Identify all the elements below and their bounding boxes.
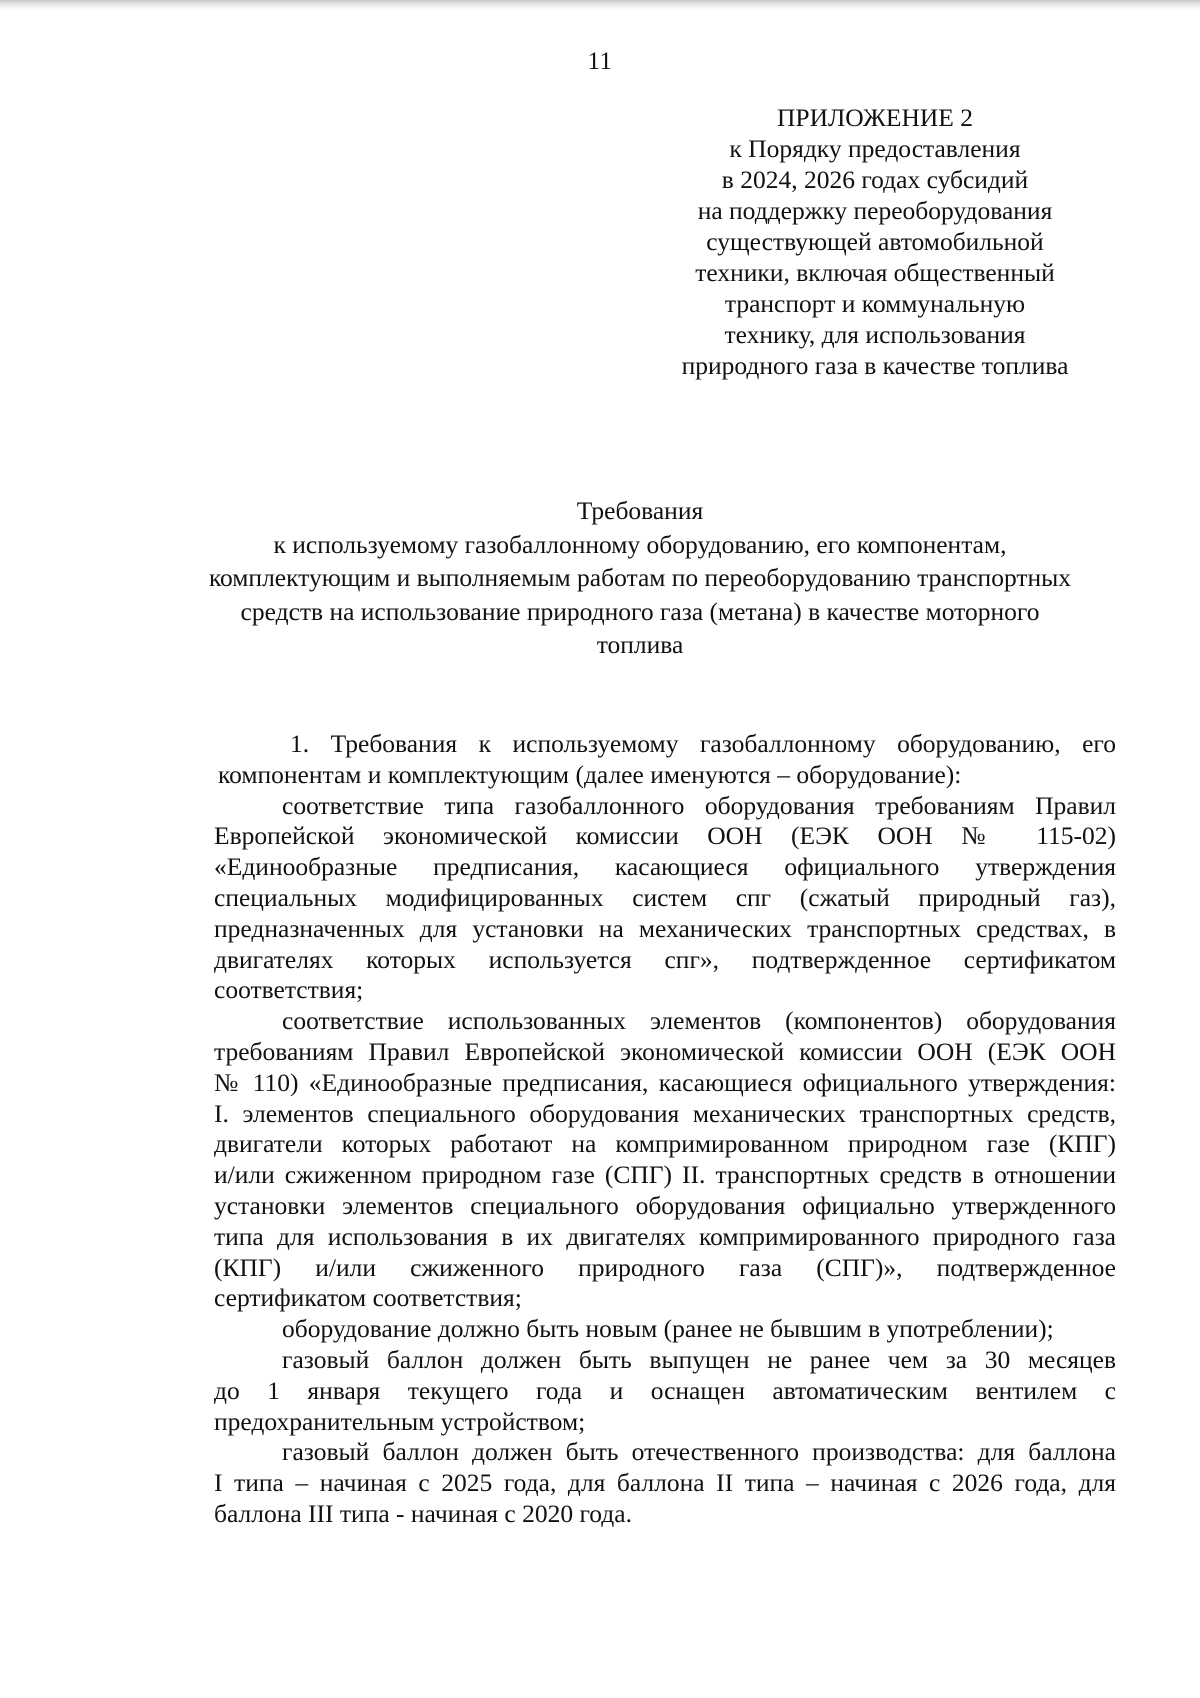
- text-line: и/или сжиженном природном газе (СПГ) II. транспортных средств в отношении: [214, 1160, 1116, 1190]
- appendix-line: техники, включая общественный: [695, 258, 1055, 287]
- text-line: сертификатом соответствия;: [214, 1283, 522, 1313]
- text-line: двигателях которых используется спг», подтвержденное сертификатом: [214, 944, 1116, 974]
- text-line: I. элементов специального оборудования механических транспортных средств,: [214, 1098, 1116, 1128]
- title-line: к используемому газобаллонному оборудованию, его компонентам,: [273, 529, 1007, 559]
- appendix-line: на поддержку переоборудования: [697, 196, 1053, 225]
- text-line: двигатели которых работают на компримированном природном газе (КПГ): [214, 1129, 1116, 1159]
- text-line: 1. Требования к используемому газобаллонному оборудованию, его: [290, 729, 1116, 758]
- text-line: предохранительным устройством;: [214, 1406, 586, 1436]
- paragraph-cylinder-age: [146, 1345, 1116, 1437]
- scan-top-edge: [0, 0, 1200, 10]
- text-line: газовый баллон должен быть отечественного производства: для баллона: [282, 1437, 1116, 1467]
- text-line: «Единообразные предписания, касающиеся официального утверждения: [214, 852, 1116, 882]
- text-line: оборудование должно быть новым (ранее не бывшим в употреблении);: [282, 1314, 1054, 1344]
- paragraph-requirements-intro: [146, 729, 1116, 791]
- text-line: соответствие типа газобаллонного оборудования требованиям Правил: [282, 790, 1116, 820]
- page-number: 11: [587, 48, 613, 75]
- text-line: типа для использования в их двигателях компримированного природного газа: [214, 1221, 1116, 1251]
- text-line: требованиям Правил Европейской экономической комиссии ООН (ЕЭК ООН: [214, 1036, 1116, 1066]
- appendix-line: транспорт и коммунальную: [724, 289, 1026, 318]
- text-line: № 110) «Единообразные предписания, касающиеся официального утверждения:: [214, 1067, 1116, 1097]
- text-line: установки элементов специального оборудования официально утвержденного: [214, 1190, 1116, 1220]
- appendix-line: в 2024, 2026 годах субсидий: [721, 165, 1029, 194]
- document-body: [146, 729, 1116, 1530]
- appendix-line: технику, для использования: [724, 320, 1026, 349]
- paragraph-type-conformity: [146, 791, 1116, 1007]
- text-line: Европейской экономической комиссии ООН (ЕЭК ООН № 115-02): [214, 821, 1116, 851]
- text-line: газовый баллон должен быть выпущен не ранее чем за 30 месяцев: [282, 1344, 1116, 1374]
- text-line: предназначенных для установки на механических транспортных средствах, в: [214, 913, 1116, 943]
- title-line: топлива: [596, 630, 684, 659]
- appendix-line: к Порядку предоставления: [729, 134, 1021, 163]
- appendix-line: природного газа в качестве топлива: [681, 351, 1069, 380]
- paragraph-cylinder-origin: [146, 1437, 1116, 1529]
- paragraph-component-conformity: [146, 1006, 1116, 1314]
- text-line: соответствия;: [214, 975, 364, 1005]
- title-line: средств на использование природного газа (метана) в качестве моторного: [240, 596, 1040, 626]
- document-title: [120, 494, 1160, 662]
- text-line: I типа – начиная с 2025 года, для баллона II типа – начиная с 2026 года, для: [214, 1468, 1116, 1498]
- text-line: компонентам и комплектующим (далее именуются – оборудование):: [218, 759, 962, 789]
- appendix-title: ПРИЛОЖЕНИЕ 2: [776, 103, 974, 132]
- appendix-header: [640, 102, 1110, 381]
- title-heading: Требования: [576, 496, 704, 525]
- text-line: специальных модифицированных систем спг (сжатый природный газ),: [214, 882, 1116, 912]
- text-line: до 1 января текущего года и оснащен автоматическим вентилем с: [214, 1375, 1116, 1405]
- paragraph-new-equipment: [146, 1314, 1116, 1345]
- title-line: комплектующим и выполняемым работам по переоборудованию транспортных: [208, 563, 1072, 592]
- text-line: соответствие использованных элементов (компонентов) оборудования: [282, 1006, 1116, 1036]
- text-line: (КПГ) и/или сжиженного природного газа (СПГ)», подтвержденное: [214, 1252, 1116, 1282]
- appendix-line: существующей автомобильной: [706, 227, 1044, 256]
- text-line: баллона III типа - начиная с 2020 года.: [214, 1498, 632, 1528]
